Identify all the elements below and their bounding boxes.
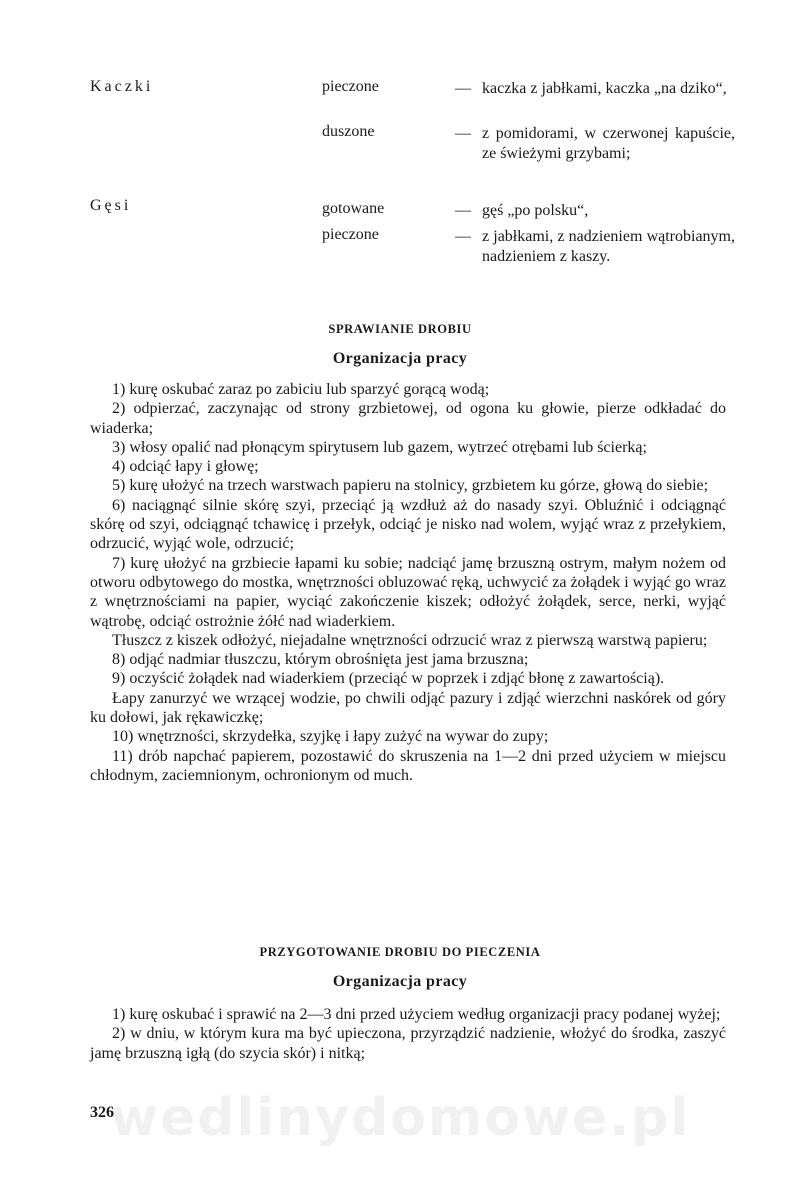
paragraph: 10) wnętrzności, skrzydełka, szyjkę i łapy zużyć na wywar do zupy; (112, 728, 549, 746)
method-label: pieczone (322, 78, 379, 95)
paragraph: Tłuszcz z kiszek odłożyć, niejadalne wnętrzności odrzucić wraz z pierwszą warstwą papieru; (112, 631, 708, 649)
category-gesi: Gęsi (90, 197, 132, 214)
section-subtitle: Organizacja pracy (332, 350, 468, 367)
paragraph: 8) odjąć nadmiar tłuszczu, którym obrośnięta jest jama brzuszna; (112, 651, 529, 669)
section-body (90, 1005, 726, 1063)
paragraph: 3) włosy opalić nad płonącym spirytusem lub gazem, wytrzeć otrębami lub ścierką; (112, 438, 647, 456)
section-title: SPRAWIANIE DROBIU (328, 322, 472, 336)
paragraph: 5) kurę ułożyć na trzech warstwach papieru na stolnicy, grzbietem ku górze, głową do siebie; (112, 477, 709, 495)
description-text: z jabłkami, z nadzieniem wątrobianym, nadzieniem z kaszy. (482, 228, 735, 265)
paragraph: 2) odpierzać, zaczynając od strony grzbietowej, od ogona ku głowie, pierze odkładać do wiaderka; (90, 400, 726, 437)
paragraph: 6) naciągnąć silnie skórę szyi, przeciąć ją wzdłuż aż do nasady szyi. Obluźnić i odciągnąć skórę od szyi, odciągnąć tchawicę i przełyk, odciąć je nisko nad wolem, wyjąć wraz z przełykiem, odrzucić, wyjąć wole, odrzucić; (90, 496, 726, 553)
paragraph: 1) kurę oskubać zaraz po zabiciu lub sparzyć gorącą wodą; (112, 381, 490, 398)
paragraph: Łapy zanurzyć we wrzącej wodzie, po chwili odjąć pazury i zdjąć wierzchni naskórek od góry ku dołowi, jak rękawiczkę; (90, 689, 726, 727)
description-text: kaczka z jabłkami, kaczka „na dziko“, (482, 80, 727, 97)
page-number: 326 (90, 1104, 114, 1121)
method-label: pieczone (322, 226, 379, 243)
section-title: PRZYGOTOWANIE DROBIU DO PIECZENIA (259, 945, 541, 959)
dash: — (455, 125, 471, 142)
paragraph: 7) kurę ułożyć na grzbiecie łapami ku sobie; nadciąć jamę brzuszną ostrym, małym nożem od otworu odbytowego do mostka, wnętrzności obluzować ręką, uchwycić za żołądek i wyjąć go wraz z wnętrznościami na papier, wyciąć zakończenie kiszek; odłożyć żołądek, serce, nerki, wyjąć wątrobę, odciąć ostrożnie żółć nad wiaderkiem. (90, 554, 726, 630)
dash: — (455, 228, 471, 245)
section-subtitle: Organizacja pracy (332, 973, 468, 990)
dish-description (455, 124, 735, 164)
paragraph: 9) oczyścić żołądek nad wiaderkiem (przeciąć w poprzek i zdjąć błonę z zawartością). (112, 670, 665, 688)
description-text: z pomidorami, w czerwonej kapuście, ze świeżymi grzybami; (482, 125, 735, 162)
section-body (90, 380, 726, 785)
dash: — (455, 80, 471, 97)
paragraph: 11) drób napchać papierem, pozostawić do skruszenia na 1—2 dni przed użyciem w miejscu chłodnym, zaciemnionym, ochronionym od much. (90, 747, 726, 784)
method-label: duszone (322, 123, 375, 140)
paragraph: 1) kurę oskubać i sprawić na 2—3 dni przed użyciem według organizacji pracy podanej wyżej; (112, 1006, 721, 1023)
method-label: gotowane (322, 200, 385, 217)
paragraph: 2) w dniu, w którym kura ma być upieczona, przyrządzić nadzienie, włożyć do środka, zaszyć jamę brzuszną igłą (do szycia skór) i nitką; (90, 1025, 726, 1062)
watermark: wedlinydomowe.pl (109, 1088, 691, 1148)
dish-description (455, 79, 735, 99)
category-kaczki: Kaczki (90, 78, 154, 95)
dash: — (455, 202, 471, 219)
dish-description (455, 201, 735, 221)
description-text: gęś „po polsku“, (482, 202, 589, 219)
paragraph: 4) odciąć łapy i głowę; (112, 458, 259, 476)
dish-description (455, 227, 735, 267)
